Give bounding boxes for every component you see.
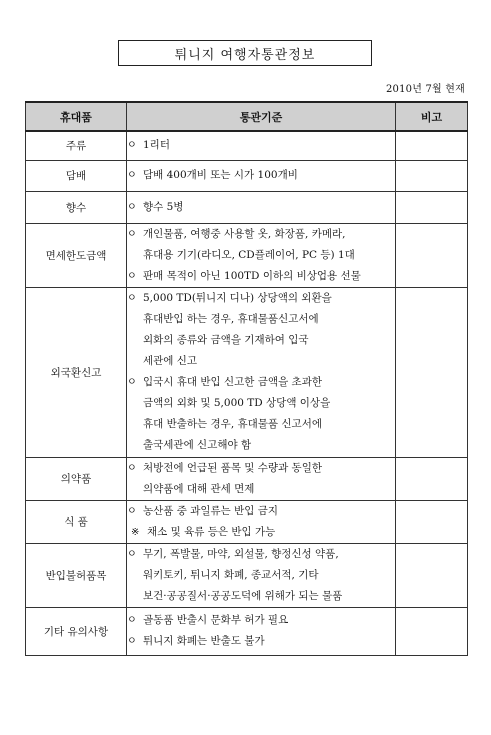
header-remarks: 비고	[396, 102, 468, 131]
standard-bullet-line	[127, 197, 395, 218]
standard-line-text: 채소 및 육류 등은 반입 가능	[147, 525, 276, 538]
standard-line-text: 향수 5병	[143, 200, 184, 213]
row-remarks-cell	[396, 131, 468, 160]
standard-line-text: 입국시 휴대 반입 신고한 금액을 초과한	[143, 376, 322, 388]
standard-bullet-line	[127, 224, 395, 245]
bullet-icon: ㅇ	[127, 548, 137, 560]
row-standard-cell	[127, 287, 396, 457]
standard-bullet-line	[127, 631, 395, 652]
bullet-icon: ㅇ	[127, 462, 137, 474]
standard-line-continued: 출국세관에 신고해야 함	[143, 439, 252, 451]
standard-bullet-line	[127, 501, 395, 522]
standard-line-text: 5,000 TD(튀니지 디나) 상당액의 외환을	[143, 292, 332, 304]
bullet-icon: ㅇ	[127, 293, 137, 304]
row-remarks-cell	[396, 191, 468, 223]
row-standard-cell	[127, 223, 396, 287]
table-row	[26, 607, 468, 655]
standard-bullet-line	[127, 372, 395, 393]
standard-line-continued: 워키토키, 튀니지 화폐, 종교서적, 기타	[143, 568, 319, 581]
standard-bullet-line	[127, 266, 395, 287]
table-row	[26, 543, 468, 607]
row-remarks-cell	[396, 287, 468, 457]
standard-bullet-line	[127, 165, 395, 186]
row-item-label: 주류	[26, 131, 127, 160]
bullet-icon: ㅇ	[127, 377, 137, 388]
standard-note-line	[127, 522, 395, 543]
standard-line-text: 1리터	[143, 139, 170, 152]
standard-line-continued: 휴대용 기기(라디오, CD플레이어, PC 등) 1대	[143, 248, 355, 261]
standard-bullet-line	[127, 544, 395, 565]
row-item-label: 면세한도금액	[26, 223, 127, 287]
table-row	[26, 287, 468, 457]
row-remarks-cell	[396, 160, 468, 191]
document-title	[118, 40, 372, 66]
table-row	[26, 160, 468, 191]
note-mark-icon: ※	[131, 526, 140, 538]
table-row	[26, 191, 468, 223]
standard-line-text: 무기, 폭발물, 마약, 외설물, 향정신성 약품,	[143, 547, 339, 560]
row-remarks-cell	[396, 457, 468, 500]
bullet-icon: ㅇ	[127, 270, 137, 282]
standard-line-continued: 의약품에 대해 관세 면제	[143, 482, 255, 495]
standard-line-continued: 휴대 반출하는 경우, 휴대물품 신고서에	[143, 418, 322, 430]
row-standard-cell	[127, 607, 396, 655]
standard-line-continued: 휴대반입 하는 경우, 휴대물품신고서에	[143, 313, 319, 325]
standard-line-continued: 금액의 외화 및 5,000 TD 상당액 이상을	[143, 397, 331, 409]
bullet-icon: ㅇ	[127, 505, 137, 517]
row-item-label: 담배	[26, 160, 127, 191]
row-remarks-cell	[396, 500, 468, 543]
standard-line-text: 처방전에 언급된 품목 및 수량과 동일한	[143, 461, 322, 474]
standard-line-continued: 보건·공공질서·공공도덕에 위해가 되는 물품	[143, 589, 343, 602]
row-item-label: 향수	[26, 191, 127, 223]
row-item-label: 외국환신고	[26, 287, 127, 457]
header-standard: 통관기준	[127, 102, 396, 131]
bullet-icon: ㅇ	[127, 140, 137, 152]
table-body	[26, 131, 468, 655]
table-row	[26, 500, 468, 543]
row-remarks-cell	[396, 607, 468, 655]
row-item-label: 반입불허품목	[26, 543, 127, 607]
row-standard-cell	[127, 543, 396, 607]
row-item-label: 기타 유의사항	[26, 607, 127, 655]
standard-bullet-line	[127, 288, 395, 309]
standard-line-text: 판매 목적이 아닌 100TD 이하의 비상업용 선물	[143, 269, 361, 282]
row-standard-cell	[127, 457, 396, 500]
table-row	[26, 457, 468, 500]
standard-line-continued: 외화의 종류와 금액을 기재하여 입국	[143, 334, 309, 346]
row-standard-cell	[127, 131, 396, 160]
bullet-icon: ㅇ	[127, 170, 137, 181]
standard-line-text: 골동품 반출시 문화부 허가 필요	[143, 614, 289, 626]
row-standard-cell	[127, 191, 396, 223]
document-title-text: 튀니지 여행자통관정보	[174, 47, 316, 63]
standard-line-text: 농산품 중 과일류는 반입 금지	[143, 504, 279, 517]
bullet-icon: ㅇ	[127, 228, 137, 240]
row-standard-cell	[127, 500, 396, 543]
row-item-label: 식 품	[26, 500, 127, 543]
row-item-label: 의약품	[26, 457, 127, 500]
table-row	[26, 131, 468, 160]
standard-line-continued: 세관에 신고	[143, 355, 198, 367]
table-row	[26, 223, 468, 287]
standard-line-text: 개인물품, 여행중 사용할 옷, 화장품, 카메라,	[143, 227, 346, 240]
standard-bullet-line	[127, 135, 395, 156]
date-note: 2010년 7월 현재	[385, 84, 465, 95]
standard-bullet-line	[127, 610, 395, 631]
bullet-icon: ㅇ	[127, 615, 137, 626]
standard-line-text: 담배 400개비 또는 시가 100개비	[143, 169, 298, 181]
table-header-row	[26, 102, 468, 131]
customs-table	[25, 101, 468, 656]
standard-line-text: 튀니지 화폐는 반출도 불가	[143, 635, 265, 647]
header-item: 휴대품	[26, 102, 127, 131]
row-remarks-cell	[396, 543, 468, 607]
bullet-icon: ㅇ	[127, 636, 137, 647]
row-standard-cell	[127, 160, 396, 191]
bullet-icon: ㅇ	[127, 201, 137, 213]
standard-bullet-line	[127, 458, 395, 479]
row-remarks-cell	[396, 223, 468, 287]
